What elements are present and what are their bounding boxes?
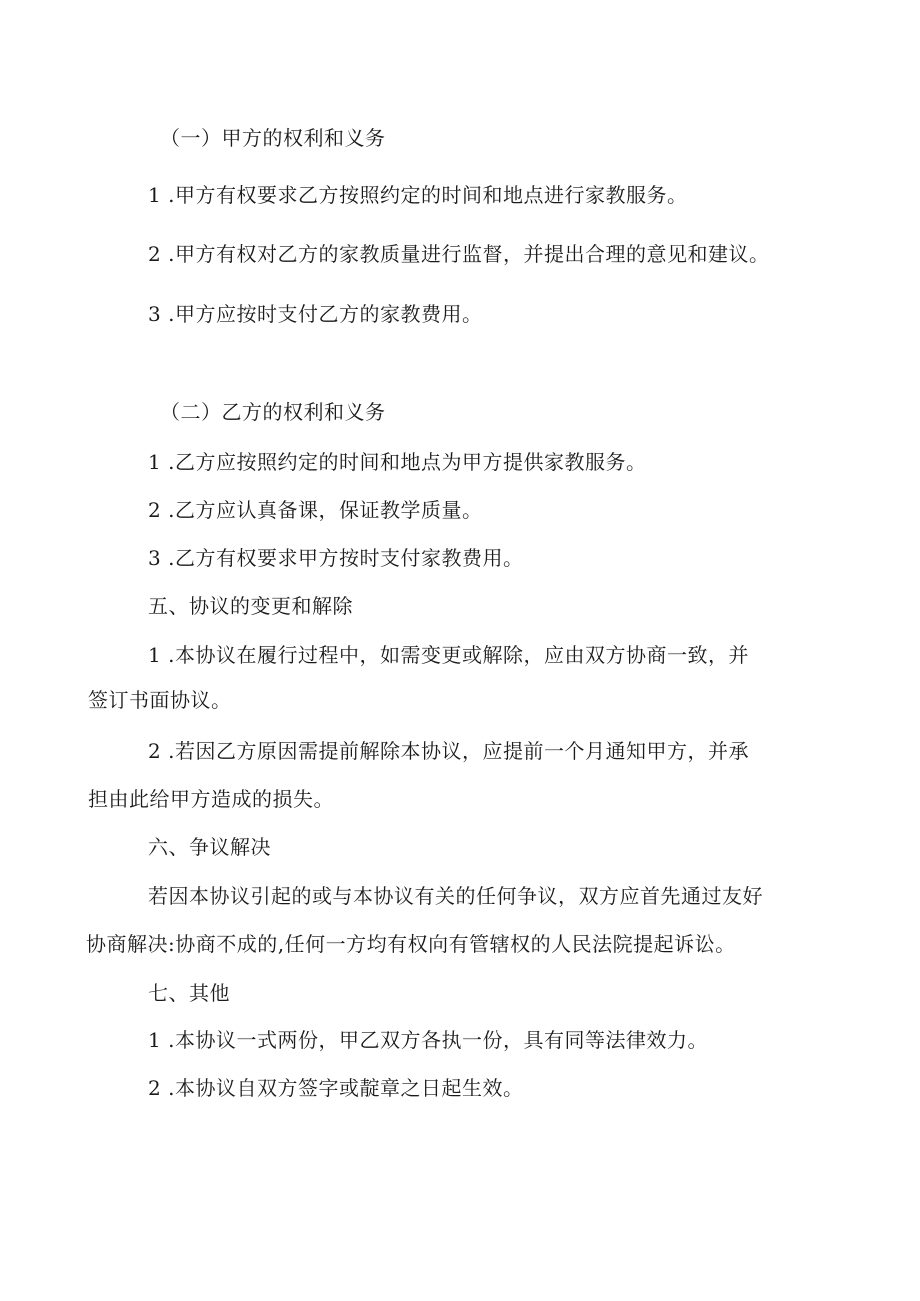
section-5-item-1-line-2: 签订书面协议。 — [88, 688, 232, 712]
section-6-line-2: 协商解决:协商不成的,任何一方均有权向有管辖权的人民法院提起诉讼。 — [86, 932, 736, 956]
section-5-item-2-line-1: 2 .若因乙方原因需提前解除本协议，应提前一个月通知甲方，并承 — [148, 739, 749, 763]
section-5-title: 五、协议的变更和解除 — [148, 594, 353, 618]
section-7-item-1: 1 .本协议一式两份，甲乙双方各执一份，具有同等法律效力。 — [148, 1028, 708, 1052]
section-a-item-2: 2 .甲方有权对乙方的家教质量进行监督，并提出合理的意见和建议。 — [148, 242, 770, 266]
section-6-line-1: 若因本协议引起的或与本协议有关的任何争议，双方应首先通过友好 — [148, 884, 763, 908]
section-5-item-2-line-2: 担由此给甲方造成的损失。 — [88, 787, 334, 811]
section-6-title: 六、争议解决 — [148, 835, 271, 859]
section-a-item-1: 1 .甲方有权要求乙方按照约定的时间和地点进行家教服务。 — [148, 183, 688, 207]
section-7-title: 七、其他 — [148, 981, 230, 1005]
section-b-item-1: 1 .乙方应按照约定的时间和地点为甲方提供家教服务。 — [148, 450, 647, 474]
section-5-item-1-line-1: 1 .本协议在履行过程中，如需变更或解除，应由双方协商一致，并 — [148, 643, 749, 667]
section-b-title: （二）乙方的权利和义务 — [160, 400, 386, 424]
section-a-title: （一）甲方的权利和义务 — [160, 126, 386, 150]
section-7-item-2: 2 .本协议自双方签字或靛章之日起生效。 — [148, 1076, 524, 1100]
section-a-item-3: 3 .甲方应按时支付乙方的家教费用。 — [148, 302, 483, 326]
section-b-item-3: 3 .乙方有权要求甲方按时支付家教费用。 — [148, 546, 524, 570]
section-b-item-2: 2 .乙方应认真备课，保证教学质量。 — [148, 498, 483, 522]
